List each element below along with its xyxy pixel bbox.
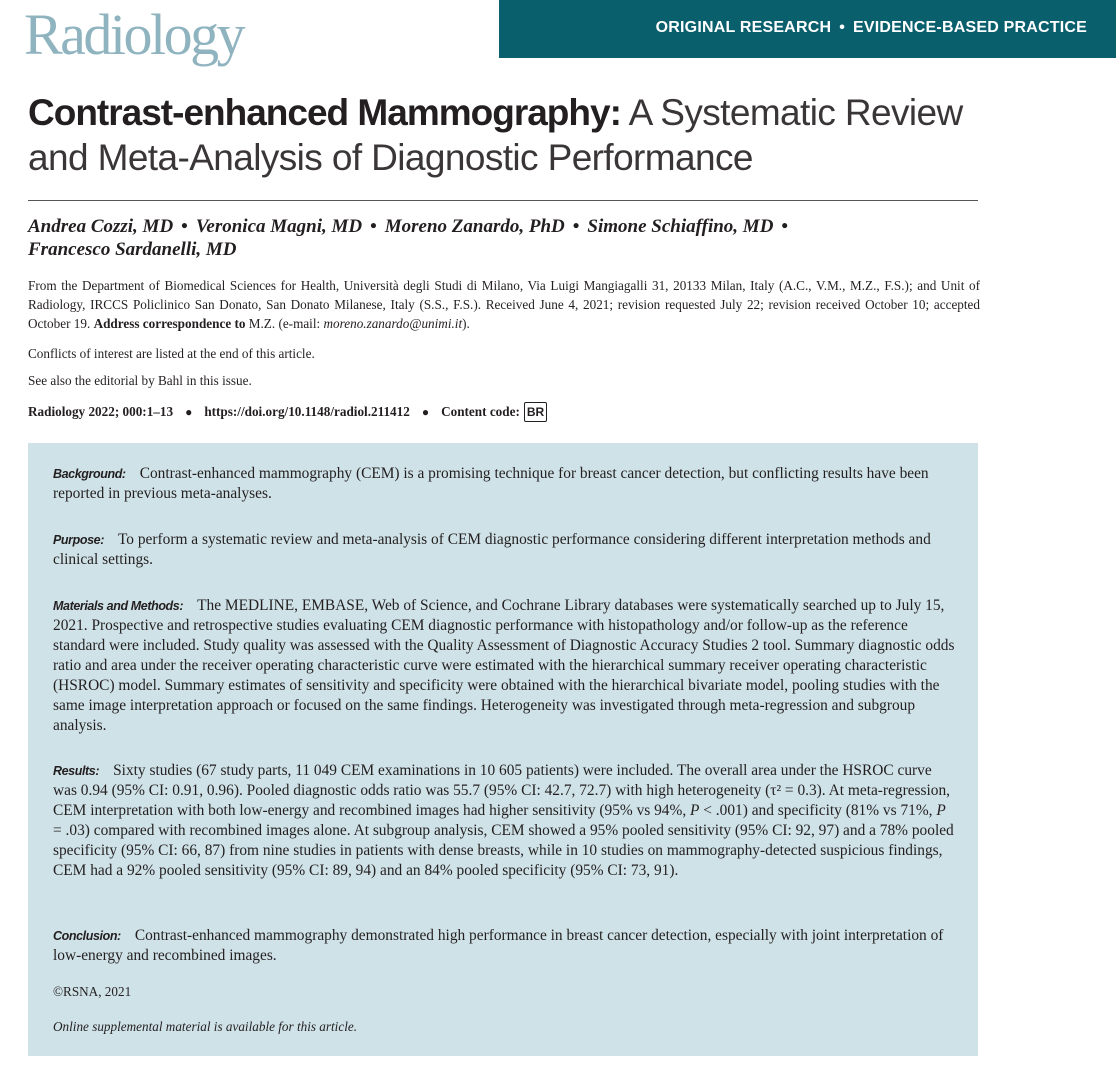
- abstract-conclusion: [53, 926, 955, 966]
- author-separator: •: [781, 216, 789, 237]
- results-text-a: Sixty studies (67 study parts, 11 049 CEM examinations in 10 605 patients) were included. The overall area under the HSROC curve was 0.94 (95% CI: 0.91, 0.96). Pooled diagnostic odds ratio was 55.7 (95% CI: 42.7, 72.7) with high heterogeneity (τ² = 0.3). At meta-regression, CEM interpretation with both low-energy and recombined images had higher sensitivity (95% vs 94%,: [53, 762, 951, 819]
- abstract-background: [53, 464, 955, 504]
- conflicts-note: Conflicts of interest are listed at the end of this article.: [28, 346, 315, 361]
- methods-label: Materials and Methods:: [53, 599, 184, 613]
- correspondence-email[interactable]: moreno.zanardo@unimi.it: [323, 316, 463, 331]
- methods-text: The MEDLINE, EMBASE, Web of Science, and Cochrane Library databases were systematically searched up to July 15, 2021. Prospective and retrospective studies evaluating CEM diagnostic performance with histopathology and/or follow-up as the reference standard were included. Study quality was assessed with the Quality Assessment of Diagnostic Accuracy Studies 2 tool. Summary diagnostic odds ratio and area under the receiver operating characteristic curve were estimated with the hierarchical summary receiver operating characteristic (HSROC) model. Summary estimates of sensitivity and specificity were obtained with the hierarchical bivariate model, pooling studies with the same image interpretation approach or focused on the same findings. Heterogeneity was investigated through meta-regression and subgroup analysis.: [53, 597, 955, 734]
- article-type-banner: [499, 0, 1116, 58]
- abstract-results: [53, 761, 955, 881]
- section-label-original-research: ORIGINAL RESEARCH: [655, 19, 832, 36]
- purpose-label: Purpose:: [53, 533, 104, 547]
- abstract-panel: [28, 443, 978, 1056]
- author[interactable]: Andrea Cozzi, MD: [28, 216, 174, 237]
- affiliation-text: From the Department of Biomedical Sciences for Health, Università degli Studi di Milano, Via Luigi Mangiagalli 31, 20133 Milan, Italy (A.C., V.M., M.Z., F.S.); and Unit of Radiology, IRCCS Policlinico San Donato, San Donato Milanese, Italy (S.S., F.S.). Received June 4, 2021; revision requested July 22; revision received October 10; accepted October 19.: [28, 278, 980, 331]
- abstract-methods: [53, 596, 955, 736]
- banner-separator: •: [839, 19, 846, 36]
- title-divider: [28, 200, 978, 201]
- results-label: Results:: [53, 764, 100, 778]
- content-code-badge: BR: [524, 402, 547, 422]
- abstract-purpose: [53, 530, 955, 570]
- purpose-text: To perform a systematic review and meta-analysis of CEM diagnostic performance considering different interpretation methods and clinical settings.: [53, 531, 931, 568]
- author-separator: •: [181, 216, 188, 237]
- results-text-c: = .03) compared with recombined images alone. At subgroup analysis, CEM showed a 95% pooled sensitivity (95% CI: 92, 97) and a 78% pooled specificity (95% CI: 66, 87) from nine studies in patients with dense breasts, while in 10 studies on mammography-detected suspicious findings, CEM had a 92% pooled sensitivity (95% CI: 89, 94) and an 84% pooled specificity (95% CI: 73, 91).: [53, 822, 954, 879]
- section-label-evidence-based: EVIDENCE-BASED PRACTICE: [853, 19, 1087, 36]
- author-list: [28, 215, 978, 261]
- author[interactable]: Moreno Zanardo, PhD: [384, 216, 565, 237]
- correspondence-end: ).: [462, 316, 470, 331]
- correspondence-name: M.Z. (e-mail:: [248, 316, 324, 331]
- conclusion-label: Conclusion:: [53, 929, 121, 943]
- results-text-b: < .001) and specificity (81% vs 71%,: [699, 802, 937, 819]
- author[interactable]: Veronica Magni, MD: [195, 216, 363, 237]
- editorial-note[interactable]: See also the editorial by Bahl in this issue.: [28, 373, 252, 388]
- author[interactable]: Simone Schiaffino, MD: [587, 216, 774, 237]
- author-separator: •: [370, 216, 377, 237]
- journal-logo: Radiology: [24, 2, 244, 67]
- copyright-notice: ©RSNA, 2021: [53, 984, 132, 999]
- citation-separator: ●: [185, 404, 193, 419]
- citation-separator: ●: [421, 404, 430, 419]
- background-label: Background:: [53, 467, 126, 481]
- p-value-symbol: P: [936, 802, 946, 819]
- author[interactable]: Francesco Sardanelli, MD: [28, 239, 237, 260]
- citation: Radiology 2022; 000:1–13: [28, 404, 174, 419]
- title-subtitle: A Systematic Review and Meta-Analysis of Diagnostic Performance: [28, 92, 963, 178]
- conclusion-text: Contrast-enhanced mammography demonstrated high performance in breast cancer detection, especially with joint interpretation of low-energy and recombined images.: [53, 927, 944, 964]
- doi-link[interactable]: https://doi.org/10.1148/radiol.211412: [204, 404, 410, 419]
- title-main: Contrast-enhanced Mammography:: [28, 92, 621, 133]
- author-separator: •: [572, 216, 580, 237]
- content-code-label: Content code:: [441, 404, 520, 419]
- p-value-symbol: P: [690, 802, 700, 819]
- affiliation-block: [28, 276, 980, 333]
- correspondence-label: Address correspondence to: [93, 316, 246, 331]
- article-title: [28, 90, 988, 180]
- background-text: Contrast-enhanced mammography (CEM) is a promising technique for breast cancer detection, but conflicting results have been reported in previous meta-analyses.: [53, 465, 929, 502]
- citation-line: [28, 402, 547, 422]
- supplemental-note[interactable]: Online supplemental material is available for this article.: [53, 1019, 358, 1034]
